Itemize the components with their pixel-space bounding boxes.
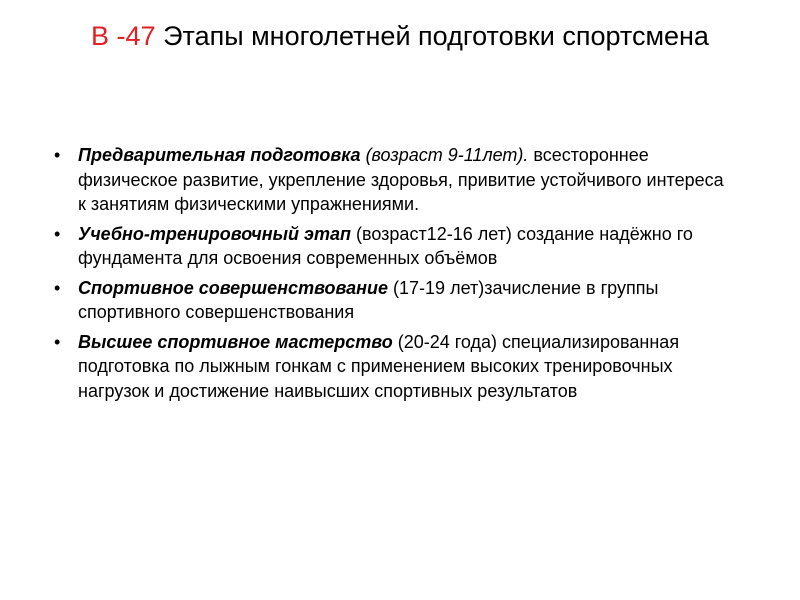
bullet-list [52, 143, 732, 408]
list-item [52, 330, 732, 404]
list-item [52, 276, 732, 325]
stage-description: всестороннее физическое развитие, укрепление здоровья, привитие устойчивого интереса к занятиям физическими упражнениями. [78, 145, 724, 214]
stage-age: (17-19 лет) [388, 277, 485, 298]
stage-description: специализированная подготовка по лыжным гонкам с применением высоких тренировочных нагрузок и достижение наивысших спортивных результатов [78, 331, 680, 401]
slide-title [80, 18, 720, 55]
list-item [52, 222, 732, 271]
bullet-icon: • [54, 277, 61, 298]
stage-age: (возраст12-16 лет) [351, 223, 512, 244]
title-prefix: В -47 [91, 21, 156, 51]
stage-term: Учебно-тренировочный этап [78, 223, 351, 244]
stage-term: Высшее спортивное мастерство [78, 331, 393, 352]
list-item [52, 143, 732, 217]
stage-description: зачисление в группы спортивного совершенствования [78, 277, 659, 322]
bullet-icon: • [54, 223, 61, 244]
title-text: Этапы многолетней подготовки спортсмена [155, 21, 709, 51]
bullet-icon: • [54, 331, 61, 352]
bullet-icon: • [54, 145, 61, 165]
stage-term: Предварительная подготовка [78, 145, 361, 165]
stage-term: Спортивное совершенствование [78, 277, 389, 298]
stage-age: (20-24 года) [392, 331, 498, 352]
stage-age: (возраст 9-11лет). [360, 145, 529, 165]
stage-description: создание надёжно го фундамента для освоения современных объёмов [78, 223, 693, 268]
